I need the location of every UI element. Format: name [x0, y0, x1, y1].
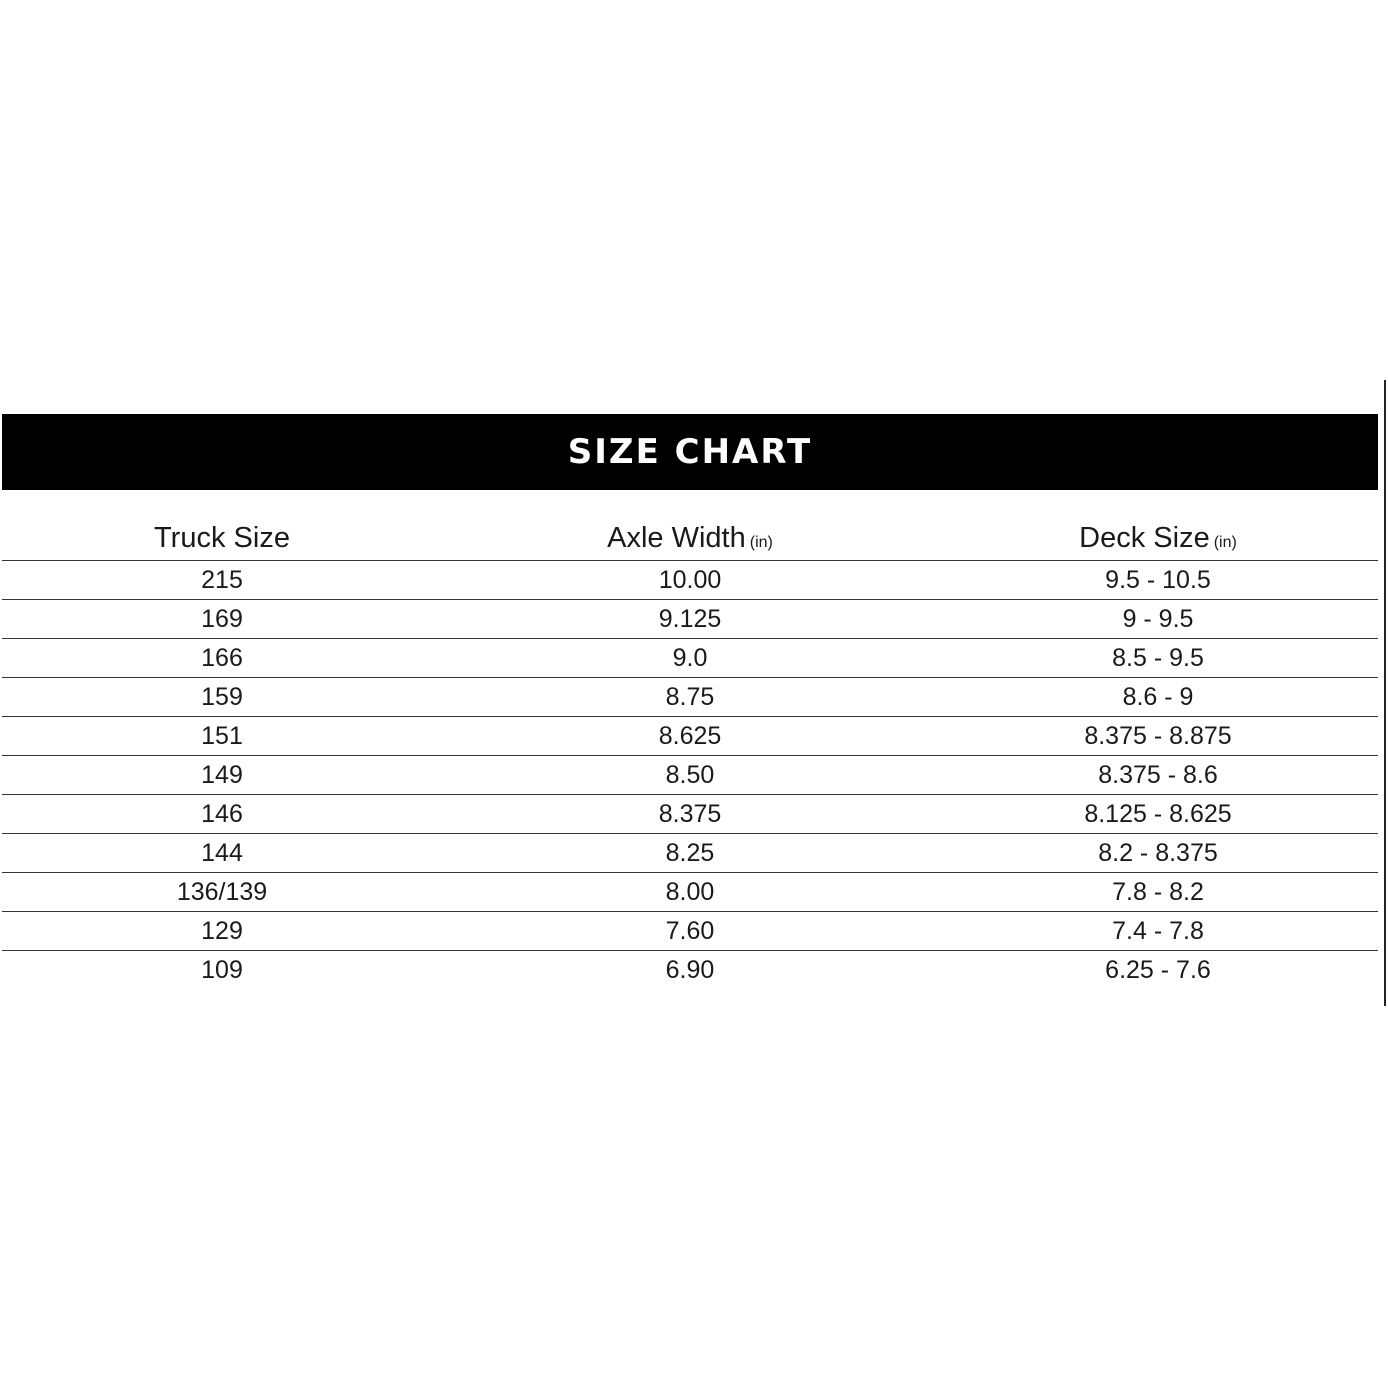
header-label: Axle Width [607, 521, 746, 554]
truck-size-cell: 215 [2, 561, 442, 600]
axle-width-cell: 8.25 [442, 834, 938, 873]
truck-size-cell: 146 [2, 795, 442, 834]
truck-size-cell: 136/139 [2, 873, 442, 912]
deck-size-cell: 9 - 9.5 [938, 600, 1378, 639]
deck-size-cell: 8.5 - 9.5 [938, 639, 1378, 678]
truck-size-cell: 166 [2, 639, 442, 678]
truck-size-cell: 169 [2, 600, 442, 639]
table-row [2, 717, 1378, 756]
right-divider-line [1384, 380, 1386, 1006]
axle-width-cell: 9.0 [442, 639, 938, 678]
axle-width-cell: 10.00 [442, 561, 938, 600]
axle-width-cell: 6.90 [665, 955, 715, 984]
deck-size-cell: 8.6 - 9 [938, 678, 1378, 717]
header-deck-size [938, 516, 1378, 561]
deck-size-cell: 8.375 - 8.875 [938, 717, 1378, 756]
table-row [2, 678, 1378, 717]
deck-size-cell: 9.5 - 10.5 [938, 561, 1378, 600]
table-row [2, 756, 1378, 795]
header-axle-width [442, 516, 938, 561]
truck-size-cell: 129 [2, 912, 442, 951]
size-chart-banner [2, 414, 1378, 490]
axle-width-cell: 8.50 [442, 756, 938, 795]
truck-size-cell: 151 [2, 717, 442, 756]
table-row [2, 834, 1378, 873]
table-row [2, 873, 1378, 912]
truck-size-cell: 149 [2, 756, 442, 795]
axle-width-cell: 8.75 [442, 678, 938, 717]
axle-width-cell: 9.125 [442, 600, 938, 639]
header-truck-size [2, 516, 442, 561]
table-row [2, 951, 1378, 990]
axle-width-cell: 7.60 [442, 912, 938, 951]
deck-size-cell: 7.4 - 7.8 [938, 912, 1378, 951]
table-row [2, 912, 1378, 951]
header-unit: (in) [1213, 533, 1237, 551]
header-label: Truck Size [154, 521, 290, 554]
truck-size-cell: 144 [2, 834, 442, 873]
header-label: Deck Size [1079, 521, 1210, 554]
table-header-row [2, 516, 1378, 561]
deck-size-cell: 8.125 - 8.625 [938, 795, 1378, 834]
axle-width-cell: 8.375 [442, 795, 938, 834]
header-unit: (in) [749, 533, 773, 551]
table-row [2, 795, 1378, 834]
deck-size-cell: 8.375 - 8.6 [938, 756, 1378, 795]
deck-size-cell: 6.25 - 7.6 [1105, 955, 1211, 984]
size-chart-title: SIZE CHART [567, 432, 813, 472]
size-chart-table [2, 516, 1378, 989]
table-row [2, 561, 1378, 600]
table-row [2, 600, 1378, 639]
table-row [2, 639, 1378, 678]
axle-width-cell: 8.00 [442, 873, 938, 912]
truck-size-cell: 159 [2, 678, 442, 717]
truck-size-cell: 109 [201, 955, 243, 984]
deck-size-cell: 8.2 - 8.375 [938, 834, 1378, 873]
deck-size-cell: 7.8 - 8.2 [938, 873, 1378, 912]
axle-width-cell: 8.625 [442, 717, 938, 756]
